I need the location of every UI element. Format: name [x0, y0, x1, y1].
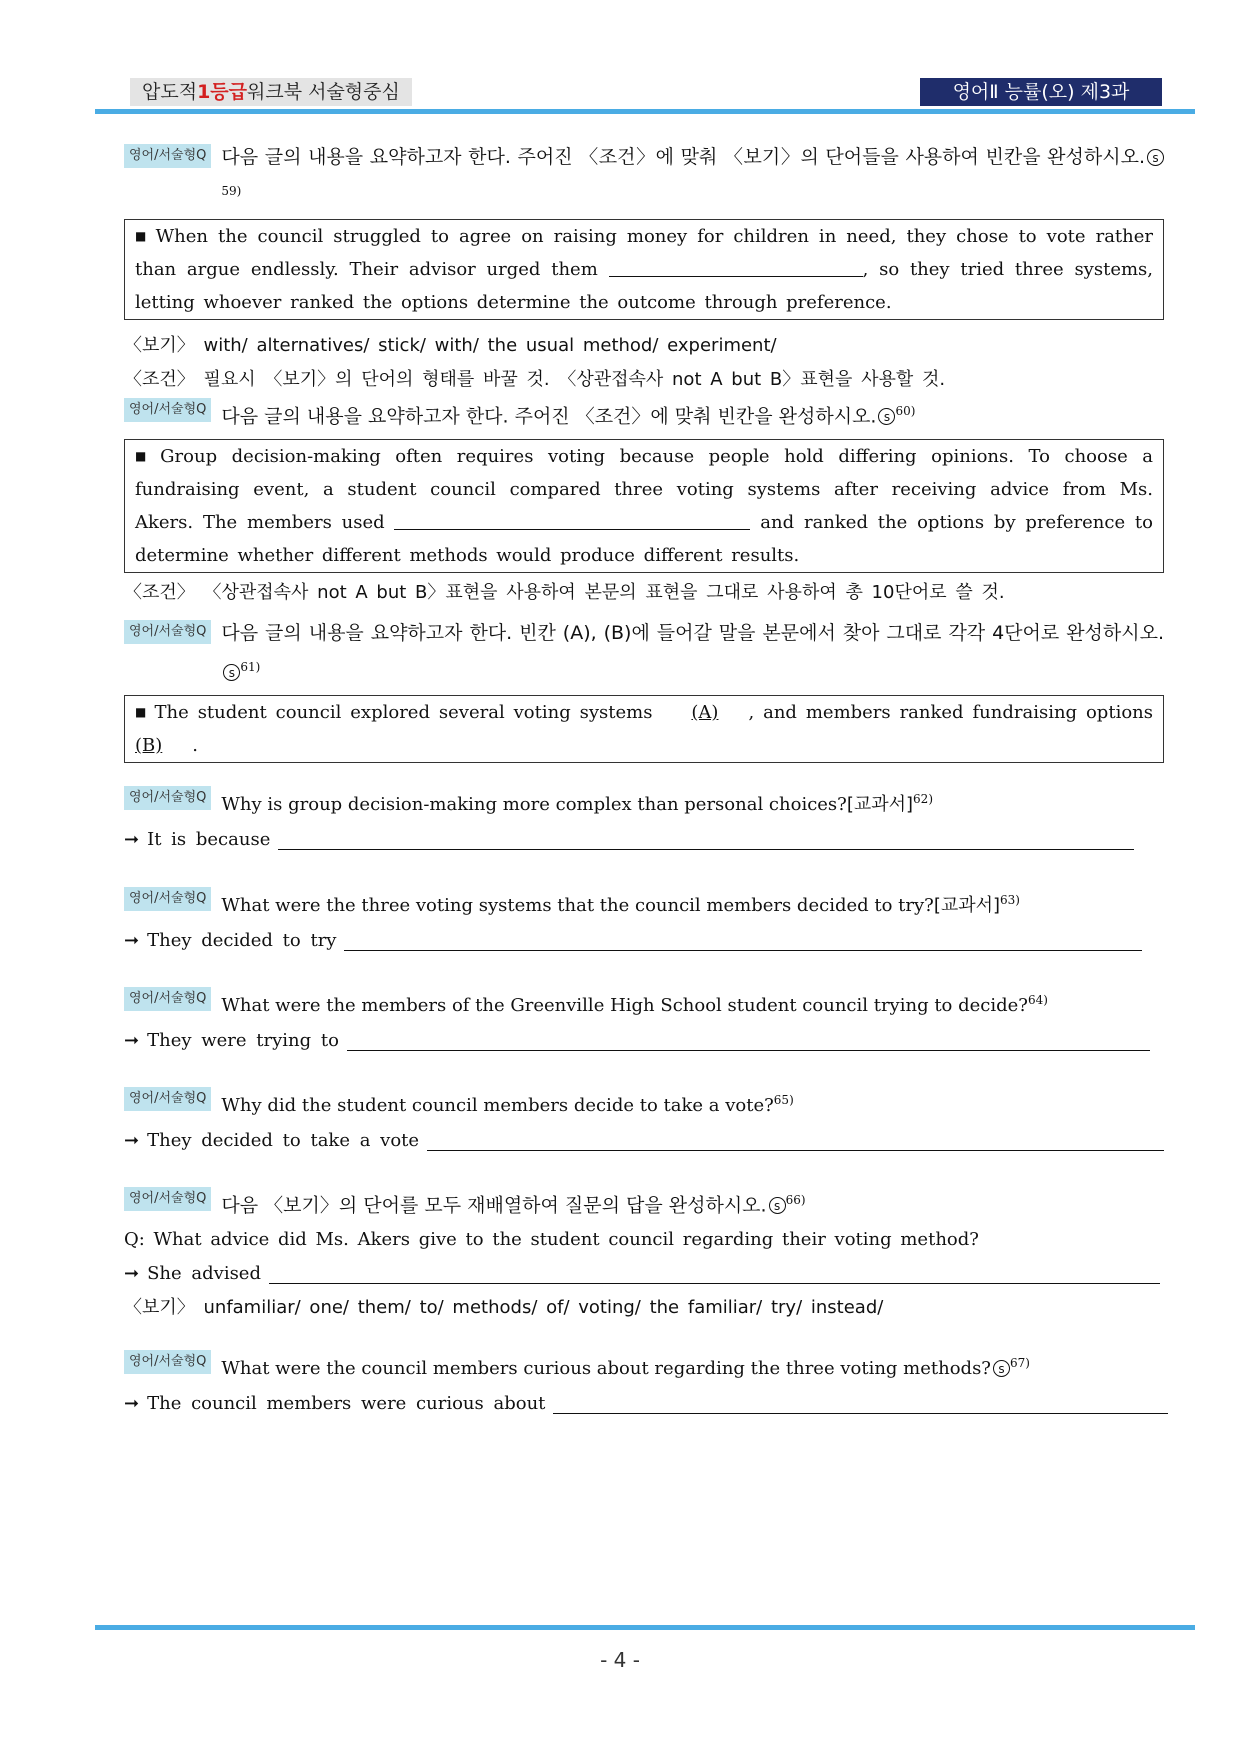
answer-field[interactable]	[553, 1391, 1168, 1414]
arrow-icon: ➞	[124, 829, 140, 850]
condition-line: 〈조건〉 〈상관접속사 not A but B〉표현을 사용하여 본문의 표현을 그대로 사용하여 총 10단어로 쓸 것.	[124, 582, 1005, 604]
question-63	[124, 883, 1164, 957]
workbook-title	[130, 78, 412, 106]
answer-line	[124, 1125, 1164, 1157]
prompt-text: 다음 〈보기〉의 단어를 모두 재배열하여 질문의 답을 완성하시오.	[221, 1194, 767, 1217]
answer-blank[interactable]	[609, 258, 863, 277]
question-text: Why is group decision-making more complex than personal choices?	[221, 794, 847, 815]
question-badge: 영어/서술형Q	[124, 398, 211, 422]
question-text: What were the members of the Greenville High School student council trying to decide?	[221, 995, 1028, 1016]
summary-box	[124, 219, 1164, 320]
question-65	[124, 1083, 1164, 1157]
title-part: 압도적	[142, 81, 198, 103]
answer-lead	[124, 1388, 545, 1420]
arrow-icon: ➞	[124, 930, 140, 951]
question-prompt	[221, 140, 1164, 213]
answer-lead	[124, 1025, 339, 1057]
prompt-text: 다음 글의 내용을 요약하고자 한다. 빈칸 (A), (B)에 들어갈 말을 본문에서 찾아 그대로 각각 4단어로 완성하시오.	[221, 622, 1164, 644]
arrow-icon: ➞	[124, 1030, 140, 1051]
s-mark-icon: s	[769, 1197, 786, 1214]
answer-lead	[124, 925, 336, 957]
question-prompt	[221, 616, 1164, 689]
answer-line	[124, 1258, 1164, 1290]
question-badge: 영어/서술형Q	[124, 1087, 211, 1111]
answer-line	[124, 1025, 1164, 1057]
answer-field[interactable]	[344, 928, 1142, 951]
question-badge: 영어/서술형Q	[124, 887, 211, 911]
footnote-number: 66)	[785, 1193, 806, 1207]
question-text: What were the three voting systems that the council members decided to try?	[221, 895, 934, 916]
lead-text: They decided to take a vote	[147, 1130, 420, 1151]
footnote-number: 61)	[240, 660, 261, 674]
question-66	[124, 1183, 1164, 1324]
title-highlight: 1등급	[197, 81, 247, 103]
question-badge: 영어/서술형Q	[124, 987, 211, 1011]
footnote-number: 59)	[221, 184, 242, 198]
s-mark-icon: s	[223, 664, 240, 681]
footer-rule	[95, 1625, 1195, 1630]
lead-text: It is because	[147, 829, 271, 850]
lead-text: She advised	[147, 1263, 261, 1285]
answer-lead	[124, 824, 270, 856]
box-text: , so they tried three systems, letting whoever ranked the options determine the outcome through preference.	[135, 259, 1153, 314]
answer-lead	[124, 1258, 261, 1290]
header-rule	[95, 109, 1195, 114]
question-67	[124, 1346, 1164, 1420]
arrow-icon: ➞	[124, 1130, 140, 1151]
s-mark-icon: s	[1147, 149, 1164, 166]
question-prompt	[221, 1346, 1030, 1386]
question-badge: 영어/서술형Q	[124, 144, 211, 168]
box-text: , and members ranked fundraising options	[748, 702, 1153, 724]
question-prompt	[221, 1183, 805, 1222]
question-prompt	[221, 782, 933, 822]
square-bullet-icon: ■	[135, 229, 148, 244]
footnote-number: 63)	[1000, 893, 1020, 907]
sub-question: Q: What advice did Ms. Akers give to the student council regarding their voting method?	[124, 1229, 979, 1251]
answer-field[interactable]	[347, 1028, 1150, 1051]
lead-text: They decided to try	[147, 930, 337, 951]
blank-a[interactable]: (A)	[691, 702, 719, 724]
box-text: Group decision-making often requires voting because people hold differing opinions. To choose a fundraising event, a student council compared three voting systems after receiving advice from Ms. Akers. The members used	[135, 446, 1154, 534]
question-prompt	[221, 1083, 793, 1123]
question-60	[124, 394, 1164, 609]
s-mark-icon: s	[878, 408, 895, 425]
summary-box	[124, 439, 1164, 573]
bogi-line: 〈보기〉 with/ alternatives/ stick/ with/ the usual method/ experiment/	[124, 335, 777, 357]
box-text: When the council struggled to agree on raising money for children in need, they chose to vote rather than argue endlessly. Their advisor urged them	[135, 226, 1154, 281]
question-text: Why did the student council members decide to take a vote?	[221, 1095, 774, 1116]
question-badge: 영어/서술형Q	[124, 1350, 211, 1374]
box-text: .	[192, 735, 199, 757]
prompt-text: 다음 글의 내용을 요약하고자 한다. 주어진 〈조건〉에 맞춰 빈칸을 완성하시오.	[221, 405, 877, 428]
blank-b[interactable]: (B)	[135, 735, 163, 757]
question-64	[124, 983, 1164, 1057]
question-62	[124, 782, 1164, 856]
textbook-tag: [교과서]	[933, 895, 1001, 916]
lead-text: They were trying to	[147, 1030, 339, 1051]
question-text: What were the council members curious about regarding the three voting methods?	[221, 1358, 991, 1379]
footnote-number: 60)	[895, 404, 916, 418]
condition-line: 〈조건〉 필요시 〈보기〉의 단어의 형태를 바꿀 것. 〈상관접속사 not A but B〉표현을 사용할 것.	[124, 369, 946, 391]
lesson-label: 영어Ⅱ 능률(오) 제3과	[920, 78, 1162, 106]
footnote-number: 65)	[773, 1093, 794, 1107]
summary-box	[124, 695, 1164, 763]
question-61	[124, 616, 1164, 763]
question-prompt	[221, 983, 1048, 1023]
s-mark-icon: s	[993, 1360, 1010, 1377]
question-59	[124, 140, 1164, 396]
question-badge: 영어/서술형Q	[124, 786, 211, 810]
answer-line	[124, 1388, 1164, 1420]
textbook-tag: [교과서]	[846, 794, 914, 815]
box-text: The student council explored several voting systems	[154, 702, 653, 724]
answer-line	[124, 925, 1164, 957]
answer-field[interactable]	[269, 1261, 1160, 1284]
arrow-icon: ➞	[124, 1263, 140, 1285]
question-prompt	[221, 883, 1020, 923]
prompt-text: 다음 글의 내용을 요약하고자 한다. 주어진 〈조건〉에 맞춰 〈보기〉의 단어들을 사용하여 빈칸을 완성하시오.	[221, 146, 1145, 168]
footnote-number: 62)	[913, 792, 933, 806]
title-part: 워크북 서술형중심	[247, 81, 400, 103]
footnote-number: 64)	[1027, 993, 1048, 1007]
bogi-line: 〈보기〉 unfamiliar/ one/ them/ to/ methods/ of/ voting/ the familiar/ try/ instead/	[124, 1297, 884, 1319]
box-text: and ranked the options by preference to determine whether different methods would produce different results.	[135, 512, 1153, 567]
page-number: - 4 -	[600, 1648, 640, 1672]
answer-lead	[124, 1125, 419, 1157]
footnote-number: 67)	[1009, 1356, 1030, 1370]
square-bullet-icon: ■	[135, 705, 147, 720]
answer-blank[interactable]	[394, 511, 750, 530]
question-badge: 영어/서술형Q	[124, 620, 211, 644]
arrow-icon: ➞	[124, 1393, 140, 1414]
answer-field[interactable]	[278, 827, 1134, 850]
lead-text: The council members were curious about	[147, 1393, 546, 1414]
square-bullet-icon: ■	[135, 449, 153, 464]
answer-field[interactable]	[427, 1128, 1164, 1151]
question-prompt	[221, 394, 915, 433]
answer-line	[124, 824, 1164, 856]
question-badge: 영어/서술형Q	[124, 1187, 211, 1211]
